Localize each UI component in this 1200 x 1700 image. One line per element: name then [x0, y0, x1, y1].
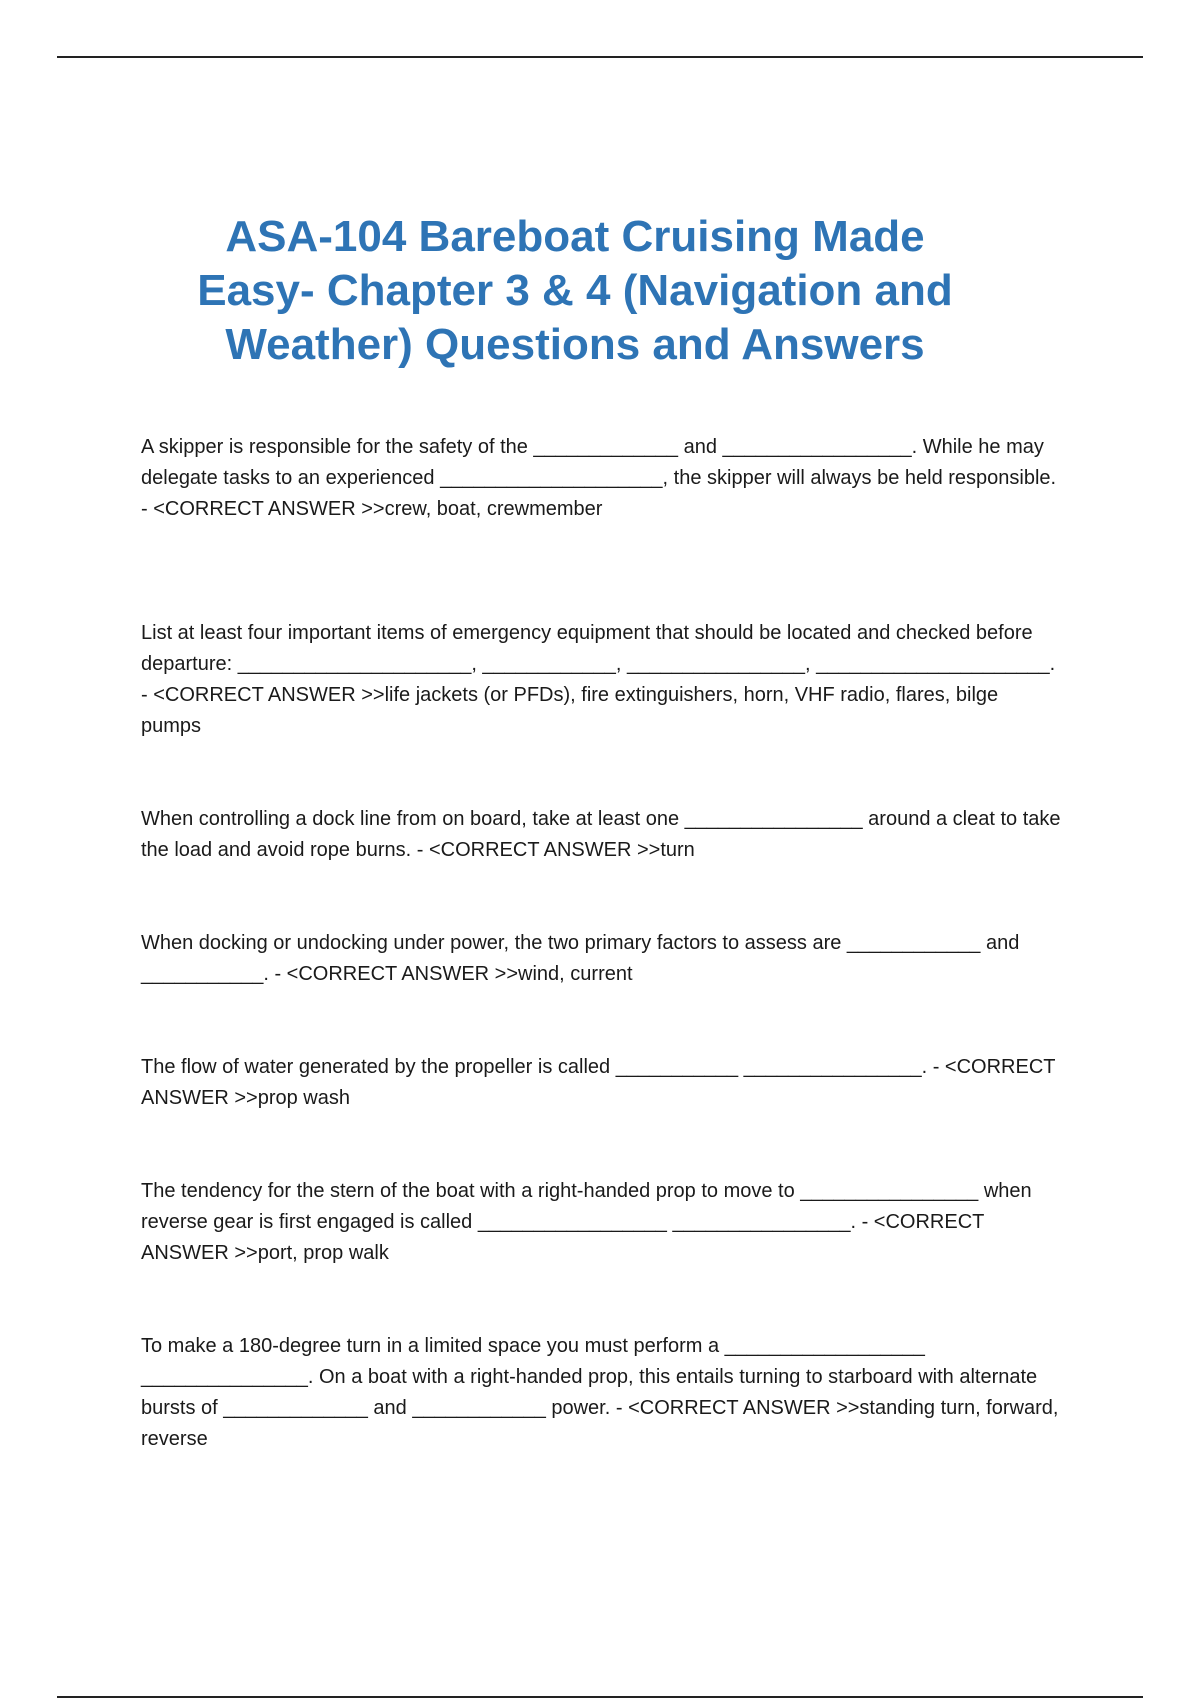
bottom-rule: [57, 1696, 1143, 1698]
question-1: A skipper is responsible for the safety of the _____________ and _________________. While he may delegate tasks to an experienced ____________________, the skipper will always be held responsible. - <CORRECT ANSWER >>crew, boat, crewmember: [141, 436, 1057, 520]
question-7: To make a 180-degree turn in a limited space you must perform a __________________ _______________. On a boat with a right-handed prop, this entails turning to starboard with alternate bursts of _____________ and ____________ power. - <CORRECT ANSWER >>standing turn, forward, reverse: [141, 1335, 1059, 1450]
top-rule: [57, 56, 1143, 58]
question-6: The tendency for the stern of the boat with a right-handed prop to move to ________________ when reverse gear is first engaged is called _________________ ________________. - <CORRECT ANSWER >>port, prop walk: [141, 1180, 1032, 1264]
title-line-3: Weather) Questions and Answers: [225, 320, 925, 369]
title-line-2: Easy- Chapter 3 & 4 (Navigation and: [197, 266, 953, 315]
question-2: List at least four important items of emergency equipment that should be located and checked before departure: _____________________, ____________, ________________, _____________________. - <CORRECT ANSWER >>life jackets (or PFDs), fire extinguishers, horn, VHF radio, flares, bilge pumps: [141, 622, 1056, 737]
question-4: When docking or undocking under power, the two primary factors to assess are ____________ and ___________. - <CORRECT ANSWER >>wind, current: [141, 932, 1020, 985]
document-title: [0, 210, 1150, 372]
title-line-1: ASA-104 Bareboat Cruising Made: [225, 212, 925, 261]
question-3: When controlling a dock line from on board, take at least one ________________ around a cleat to take the load and avoid rope burns. - <CORRECT ANSWER >>turn: [141, 808, 1061, 861]
question-list: [141, 432, 1061, 1455]
question-5: The flow of water generated by the propeller is called ___________ ________________. - <CORRECT ANSWER >>prop wash: [141, 1056, 1056, 1109]
